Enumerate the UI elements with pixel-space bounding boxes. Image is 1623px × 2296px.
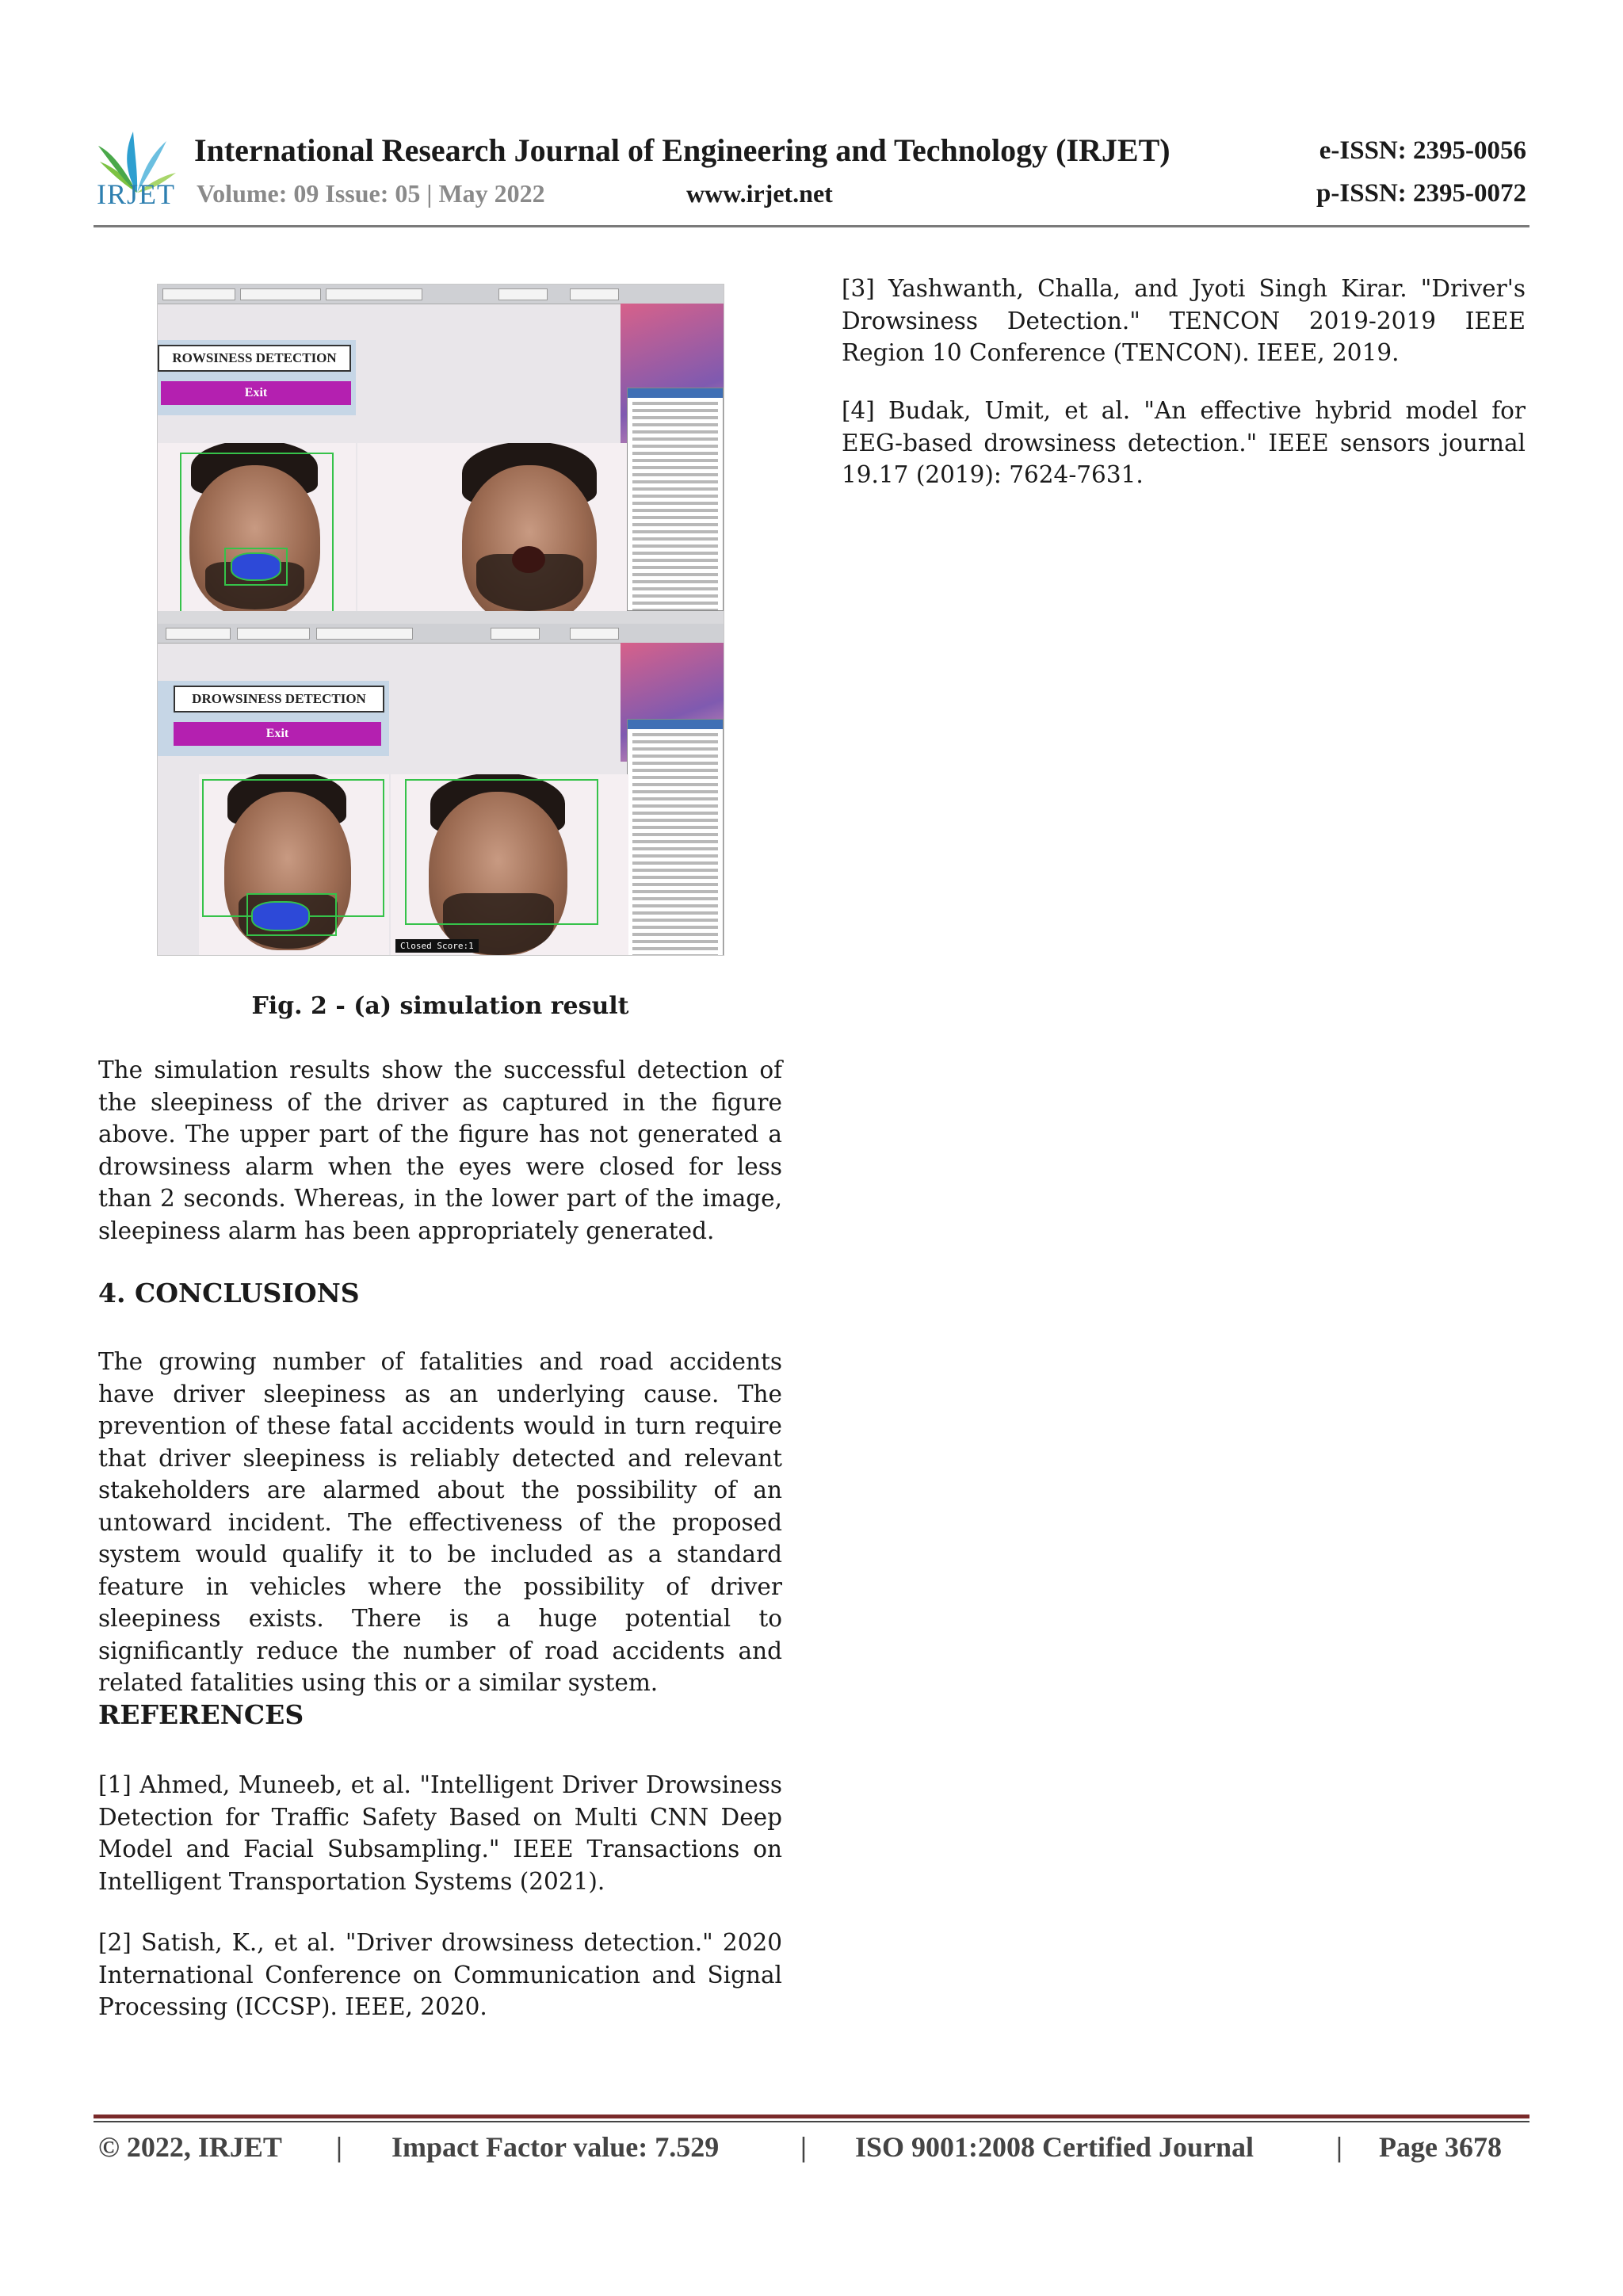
reference-4 xyxy=(842,395,1526,491)
reference-2 xyxy=(98,1927,782,2023)
reference-3 xyxy=(842,273,1526,369)
reference-1 xyxy=(98,1769,782,1897)
drowsiness-app-window xyxy=(158,681,389,756)
footer-rule xyxy=(94,2115,1529,2118)
conclusions-paragraph xyxy=(98,1346,782,1699)
footer-separator: | xyxy=(1336,2131,1342,2163)
reference-text: [2] Satish, K., et al. "Driver drowsiness detection." 2020 International Conference on Communication and Signal Processing (ICCSP). IEEE, 2020. xyxy=(98,1929,782,2020)
references-heading: REFERENCES xyxy=(98,1699,304,1730)
raw-video-frame xyxy=(391,774,628,955)
exit-button[interactable]: Exit xyxy=(161,381,351,405)
e-issn: e-ISSN: 2395-0056 xyxy=(1319,136,1526,165)
figure-panel-bottom xyxy=(158,624,724,955)
references-heading-block xyxy=(98,1699,782,1730)
exit-button[interactable]: Exit xyxy=(174,722,381,746)
console-window xyxy=(627,719,724,955)
raw-video-frame xyxy=(357,443,627,611)
mouth-detection-box xyxy=(224,548,288,586)
face-detection-box xyxy=(180,453,334,611)
results-text: The simulation results show the successful detection of the sleepiness of the driver as captured in the figure above. The upper part of the figure has not generated a drowsiness alarm when the eyes were closed for less than 2 seconds. Whereas, in the lower part of the image, sleepiness alarm has been appropriately generated. xyxy=(98,1056,782,1244)
taskbar xyxy=(158,285,724,304)
footer-separator: | xyxy=(336,2131,342,2163)
reference-text: [3] Yashwanth, Challa, and Jyoti Singh Kirar. "Driver's Drowsiness Detection." TENCON 2019-2019 IEEE Region 10 Conference (TENCON). IEEE, 2019. xyxy=(842,275,1526,366)
reference-text: [4] Budak, Umit, et al. "An effective hybrid model for EEG-based drowsiness detection." IEEE sensors journal 19.17 (2019): 7624-7631. xyxy=(842,397,1526,488)
figure-panel-top xyxy=(158,285,724,611)
volume-issue: Volume: 09 Issue: 05 | May 2022 xyxy=(197,179,545,208)
processed-video-frame xyxy=(158,443,356,611)
journal-title: International Research Journal of Engineering and Technology (IRJET) xyxy=(194,132,1170,168)
mouth-detection-box xyxy=(246,893,337,936)
simulation-figure xyxy=(157,284,724,956)
footer-separator: | xyxy=(800,2131,807,2163)
logo-text: IRJET xyxy=(97,178,175,210)
face-detection-box xyxy=(405,779,598,925)
header-rule xyxy=(94,225,1529,227)
footer-rule-thin xyxy=(94,2121,1529,2122)
taskbar xyxy=(158,624,724,644)
console-window xyxy=(627,388,724,611)
p-issn: p-ISSN: 2395-0072 xyxy=(1316,179,1526,208)
drowsiness-app-window xyxy=(158,340,356,415)
footer-page-number: Page 3678 xyxy=(1379,2131,1502,2163)
conclusions-heading-block xyxy=(98,1278,782,1308)
footer-copyright: © 2022, IRJET xyxy=(98,2131,282,2163)
results-paragraph xyxy=(98,1054,782,1247)
app-title: ROWSINESS DETECTION xyxy=(158,345,351,372)
reference-text: [1] Ahmed, Muneeb, et al. "Intelligent Driver Drowsiness Detection for Traffic Safety Based on Multi CNN Deep Model and Facial Subsampling." IEEE Transactions on Intelligent Transportation Systems (2021). xyxy=(98,1771,782,1895)
closed-score-overlay: Closed Score:1 xyxy=(395,939,479,953)
footer-iso: ISO 9001:2008 Certified Journal xyxy=(855,2131,1254,2163)
footer-impact-factor: Impact Factor value: 7.529 xyxy=(391,2131,720,2163)
conclusions-text: The growing number of fatalities and road accidents have driver sleepiness as an underlying cause. The prevention of these fatal accidents would in turn require that driver sleepiness is reliably detected and relevant stakeholders are alarmed about the possibility of an untoward incident. The effectiveness of the proposed system would qualify it to be included as a standard feature in vehicles where the possibility of driver sleepiness exists. There is a huge potential to significantly reduce the number of road accidents and related fatalities using this or a similar system. xyxy=(98,1348,782,1696)
figure-caption: Fig. 2 - (a) simulation result xyxy=(251,992,629,1020)
processed-video-frame xyxy=(199,774,389,955)
website-link[interactable]: www.irjet.net xyxy=(686,179,833,208)
app-title: DROWSINESS DETECTION xyxy=(174,686,384,712)
conclusions-heading: 4. CONCLUSIONS xyxy=(98,1278,360,1308)
